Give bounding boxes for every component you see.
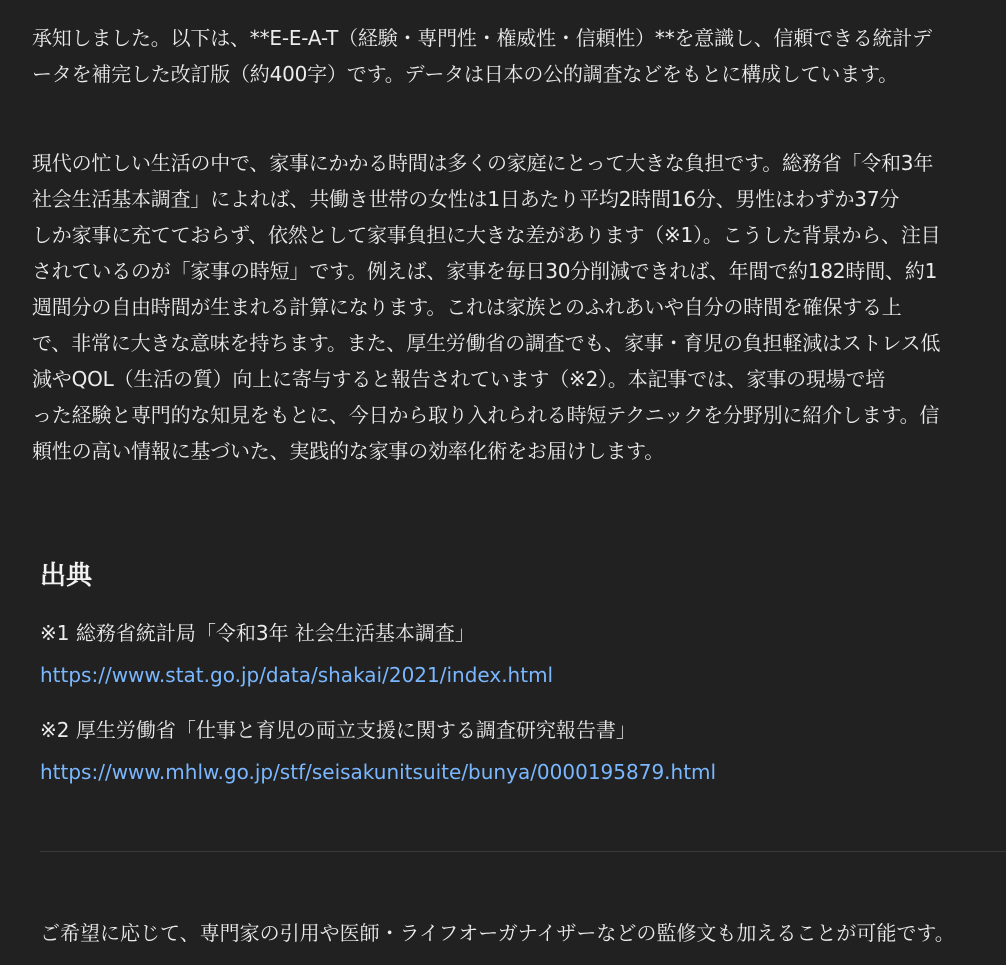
- source-2-link[interactable]: https://www.mhlw.go.jp/stf/seisakunitsuite/bunya/0000195879.html: [40, 760, 717, 784]
- paragraph-line: 減やQOL（生活の質）向上に寄与すると報告されています（※2）。本記事では、家事の現場で培: [32, 367, 886, 391]
- source-1-link[interactable]: https://www.stat.go.jp/data/shakai/2021/index.html: [40, 663, 554, 687]
- intro-line: 承知しました。以下は、**E-E-A-T（経験・専門性・権威性・信頼性）**を意識し、信頼できる統計デ: [32, 26, 932, 50]
- paragraph-line: った経験と専門的な知見をもとに、今日から取り入れられる時短テクニックを分野別に紹介します。信: [32, 403, 940, 427]
- source-1-link-row: [40, 660, 553, 690]
- source-2-link-row: [40, 757, 716, 787]
- paragraph-line: 週間分の自由時間が生まれる計算になります。これは家族とのふれあいや自分の時間を確保する上: [32, 295, 902, 319]
- paragraph-line: 現代の忙しい生活の中で、家事にかかる時間は多くの家庭にとって大きな負担です。総務省「令和3年: [32, 151, 934, 175]
- sources-heading: 出典: [40, 561, 93, 591]
- closing-text: ご希望に応じて、専門家の引用や医師・ライフオーガナイザーなどの監修文も加えることが可能です。: [40, 921, 955, 945]
- paragraph-line: で、非常に大きな意味を持ちます。また、厚生労働省の調査でも、家事・育児の負担軽減はストレス低: [32, 331, 941, 355]
- paragraph-line: 頼性の高い情報に基づいた、実践的な家事の効率化術をお届けします。: [32, 439, 664, 463]
- source-2-label: ※2 厚生労働省「仕事と育児の両立支援に関する調査研究報告書」: [40, 718, 636, 742]
- paragraph-line: しか家事に充てておらず、依然として家事負担に大きな差があります（※1）。こうした背景から、注目: [32, 223, 941, 247]
- divider: [40, 851, 1006, 852]
- article-paragraph: [32, 145, 992, 469]
- paragraph-line: 社会生活基本調査」によれば、共働き世帯の女性は1日あたり平均2時間16分、男性はわずか37分: [32, 187, 900, 211]
- paragraph-line: されているのが「家事の時短」です。例えば、家事を毎日30分削減できれば、年間で約182時間、約1: [32, 259, 938, 283]
- intro-line: ータを補完した改訂版（約400字）です。データは日本の公的調査などをもとに構成しています。: [32, 62, 898, 86]
- source-1-label: ※1 総務省統計局「令和3年 社会生活基本調査」: [40, 621, 475, 645]
- intro-text: [32, 20, 992, 92]
